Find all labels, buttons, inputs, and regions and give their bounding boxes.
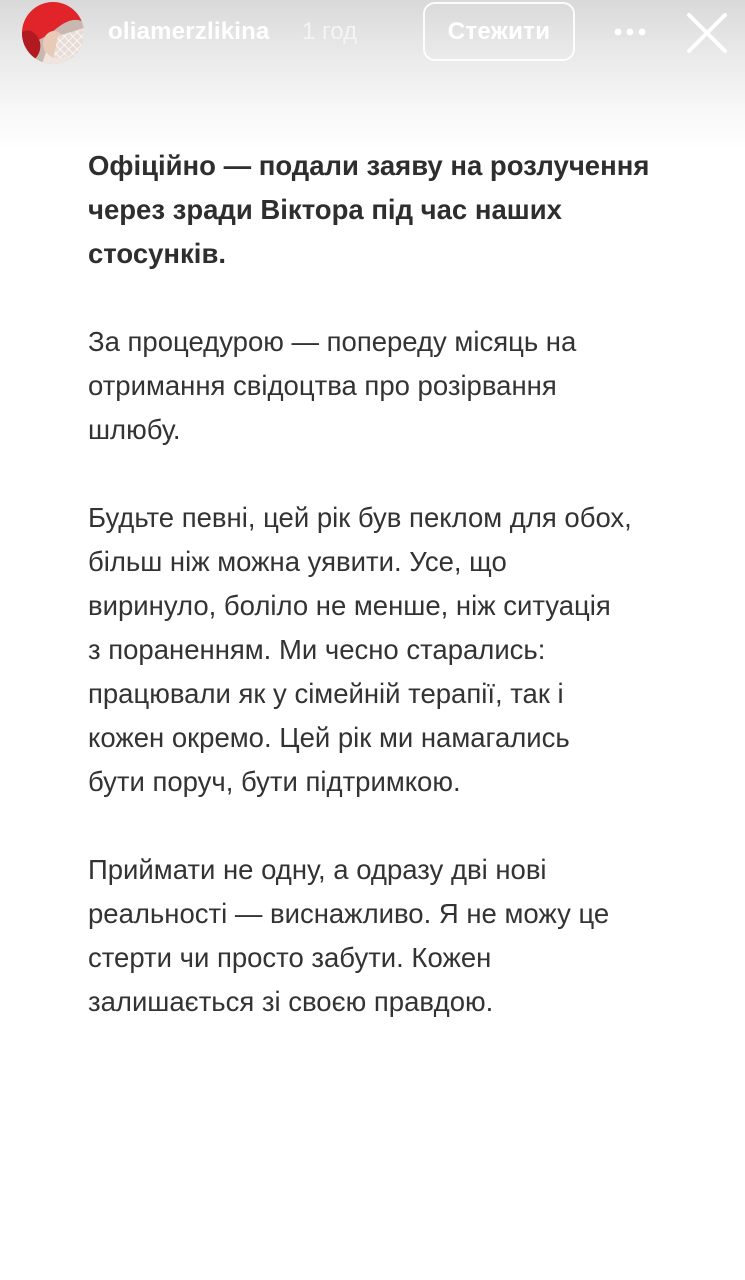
text-line: шлюбу. [88, 414, 181, 445]
profile-avatar[interactable] [22, 2, 84, 64]
text-line: бути поруч, бути підтримкою. [88, 766, 461, 797]
story-header [0, 0, 745, 64]
close-icon[interactable] [684, 10, 730, 56]
text-line: через зради Віктора під час наших [88, 194, 562, 225]
text-line: виринуло, боліло не менше, ніж ситуація [88, 590, 611, 621]
text-line: кожен окремо. Цей рік ми намагались [88, 722, 570, 753]
text-line: Будьте певні, цей рік був пеклом для обох, [88, 502, 632, 533]
text-line: працювали як у сімейній терапії, так і [88, 678, 564, 709]
text-line: з пораненням. Ми чесно старались: [88, 634, 546, 665]
text-line: За процедурою — попереду місяць на [88, 326, 577, 357]
story-paragraph-3 [88, 496, 688, 804]
story-paragraph-4 [88, 848, 688, 1024]
text-line: стерти чи просто забути. Кожен [88, 942, 492, 973]
follow-button[interactable]: Стежити [423, 2, 575, 61]
text-line: Приймати не одну, а одразу дві нові [88, 854, 547, 885]
text-line: реальності — виснажливо. Я не можу це [88, 898, 610, 929]
story-paragraph-2 [88, 320, 688, 452]
text-line: більш ніж можна уявити. Усе, що [88, 546, 507, 577]
more-dots-icon[interactable] [612, 20, 652, 44]
story-paragraph-1 [88, 144, 688, 276]
post-time: 1 год [302, 18, 358, 45]
avatar-image [22, 2, 84, 64]
text-line: залишається зі своєю правдою. [88, 986, 494, 1017]
text-line: стосунків. [88, 238, 226, 269]
text-line: Офіційно — подали заяву на розлучення [88, 150, 650, 181]
text-line: отримання свідоцтва про розірвання [88, 370, 557, 401]
story-text [88, 144, 688, 1068]
username[interactable]: oliamerzlikina [108, 18, 270, 45]
